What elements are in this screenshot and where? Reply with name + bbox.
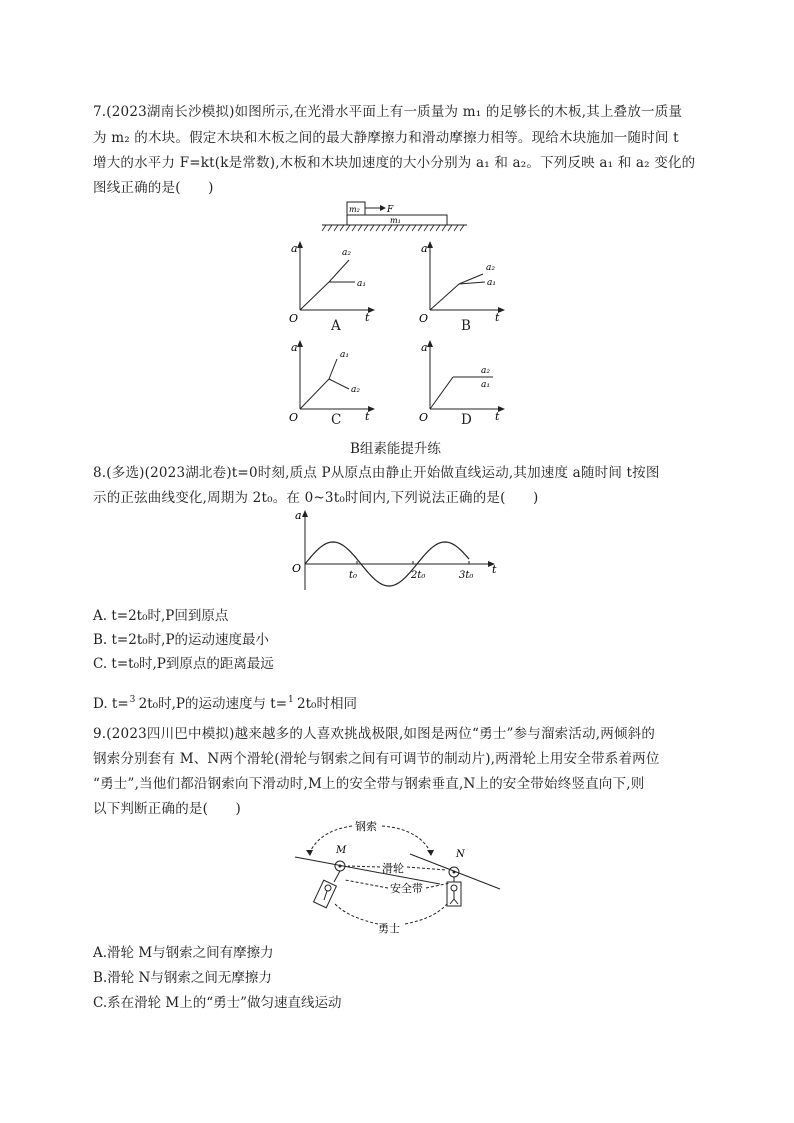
force-label: F	[387, 205, 394, 215]
svg-text:O: O	[419, 312, 429, 325]
q8-line-1: 8.(多选)(2023湖北卷)t=0时刻,质点 P从原点由静止开始做直线运动,其加速度 a随时间 t按图	[93, 465, 660, 481]
q8-option-a[interactable]: A. t=2t₀时,P回到原点	[93, 608, 229, 624]
q9-line-1: 9.(2023四川巴中模拟)越来越多的人喜欢挑战极限,如图是两位“勇士”参与溜索活动,两倾斜的	[93, 726, 656, 742]
board-label: m₁	[390, 216, 401, 225]
section-title: B组素能提升练	[350, 441, 441, 457]
sine-graph	[285, 505, 505, 595]
svg-text:a: a	[421, 242, 428, 255]
svg-text:O: O	[289, 411, 299, 424]
graph-c-upper: a₁	[340, 350, 349, 360]
q7-line-2: 为 m₂ 的木块。假定木块和木板之间的最大静摩擦力和滑动摩擦力相等。现给木块施加一随时间 t	[93, 130, 679, 146]
q8-option-b[interactable]: B. t=2t₀时,P的运动速度最小	[93, 632, 270, 648]
label-m: M	[336, 845, 347, 856]
svg-text:O: O	[292, 562, 302, 575]
q9-option-b[interactable]: B.滑轮 N与钢索之间无摩擦力	[93, 970, 272, 986]
svg-text:a: a	[421, 341, 428, 354]
label-hero: 勇士	[378, 922, 400, 935]
svg-text:t: t	[365, 410, 370, 423]
graph-c-lower: a₂	[351, 385, 360, 395]
option-a-label: A	[331, 318, 341, 334]
label-n: N	[456, 849, 465, 860]
svg-text:t: t	[365, 311, 370, 324]
q7-line-4: 图线正确的是( )	[93, 180, 214, 196]
graph-a-lower: a₁	[357, 279, 366, 289]
option-b-label: B	[461, 318, 471, 334]
graph-b-lower: a₁	[487, 278, 496, 288]
zipline-figure	[290, 812, 505, 937]
tick-t0: t₀	[349, 570, 358, 581]
block-label: m₂	[349, 205, 360, 214]
q8-option-c[interactable]: C. t=t₀时,P到原点的距离最远	[93, 656, 274, 672]
q8-line-2: 示的正弦曲线变化,周期为 2t₀。在 0~3t₀时间内,下列说法正确的是( )	[93, 490, 539, 506]
q9-line-2: 钢索分别套有 M、N两个滑轮(滑轮与钢索之间有可调节的制动片),两滑轮上用安全带系着两位	[93, 751, 660, 767]
graph-b-upper: a₂	[486, 263, 495, 273]
q9-line-3: “勇士”,当他们都沿钢索向下滑动时,M上的安全带与钢索垂直,N上的安全带始终竖直向下,则	[93, 776, 645, 792]
svg-text:O: O	[419, 411, 429, 424]
svg-text:a: a	[291, 341, 298, 354]
q7-line-3: 增大的水平力 F=kt(k是常数),木板和木块加速度的大小分别为 a₁ 和 a₂。下列反映 a₁ 和 a₂ 变化的	[93, 155, 696, 171]
block-board-figure	[320, 198, 470, 234]
svg-text:a: a	[295, 509, 302, 522]
svg-text:t: t	[492, 563, 497, 576]
svg-text:O: O	[289, 312, 299, 325]
q9-option-a[interactable]: A.滑轮 M与钢索之间有摩擦力	[93, 945, 274, 961]
label-belt: 安全带	[390, 882, 423, 895]
graph-d-lower: a₁	[481, 380, 490, 390]
svg-text:a: a	[291, 242, 298, 255]
option-d-label: D	[461, 412, 472, 428]
q8-option-d[interactable]: D. t= 3 2t₀时,P的运动速度与 t= 1 2t₀时相同	[93, 695, 357, 712]
q9-line-4: 以下判断正确的是( )	[93, 801, 241, 817]
label-pulley: 滑轮	[382, 862, 404, 875]
tick-3t0: 3t₀	[459, 570, 474, 581]
svg-text:t: t	[495, 410, 500, 423]
graph-a-upper: a₂	[342, 248, 351, 258]
option-c-label: C	[331, 412, 342, 428]
tick-2t0: 2t₀	[411, 570, 426, 581]
graph-d-upper: a₂	[481, 366, 490, 376]
q9-option-c[interactable]: C.系在滑轮 M上的“勇士”做匀速直线运动	[93, 995, 342, 1011]
label-cable: 钢索	[355, 820, 377, 833]
q7-line-1: 7.(2023湖南长沙模拟)如图所示,在光滑水平面上有一质量为 m₁ 的足够长的木板,其上叠放一质量	[93, 104, 683, 120]
svg-text:t: t	[495, 311, 500, 324]
